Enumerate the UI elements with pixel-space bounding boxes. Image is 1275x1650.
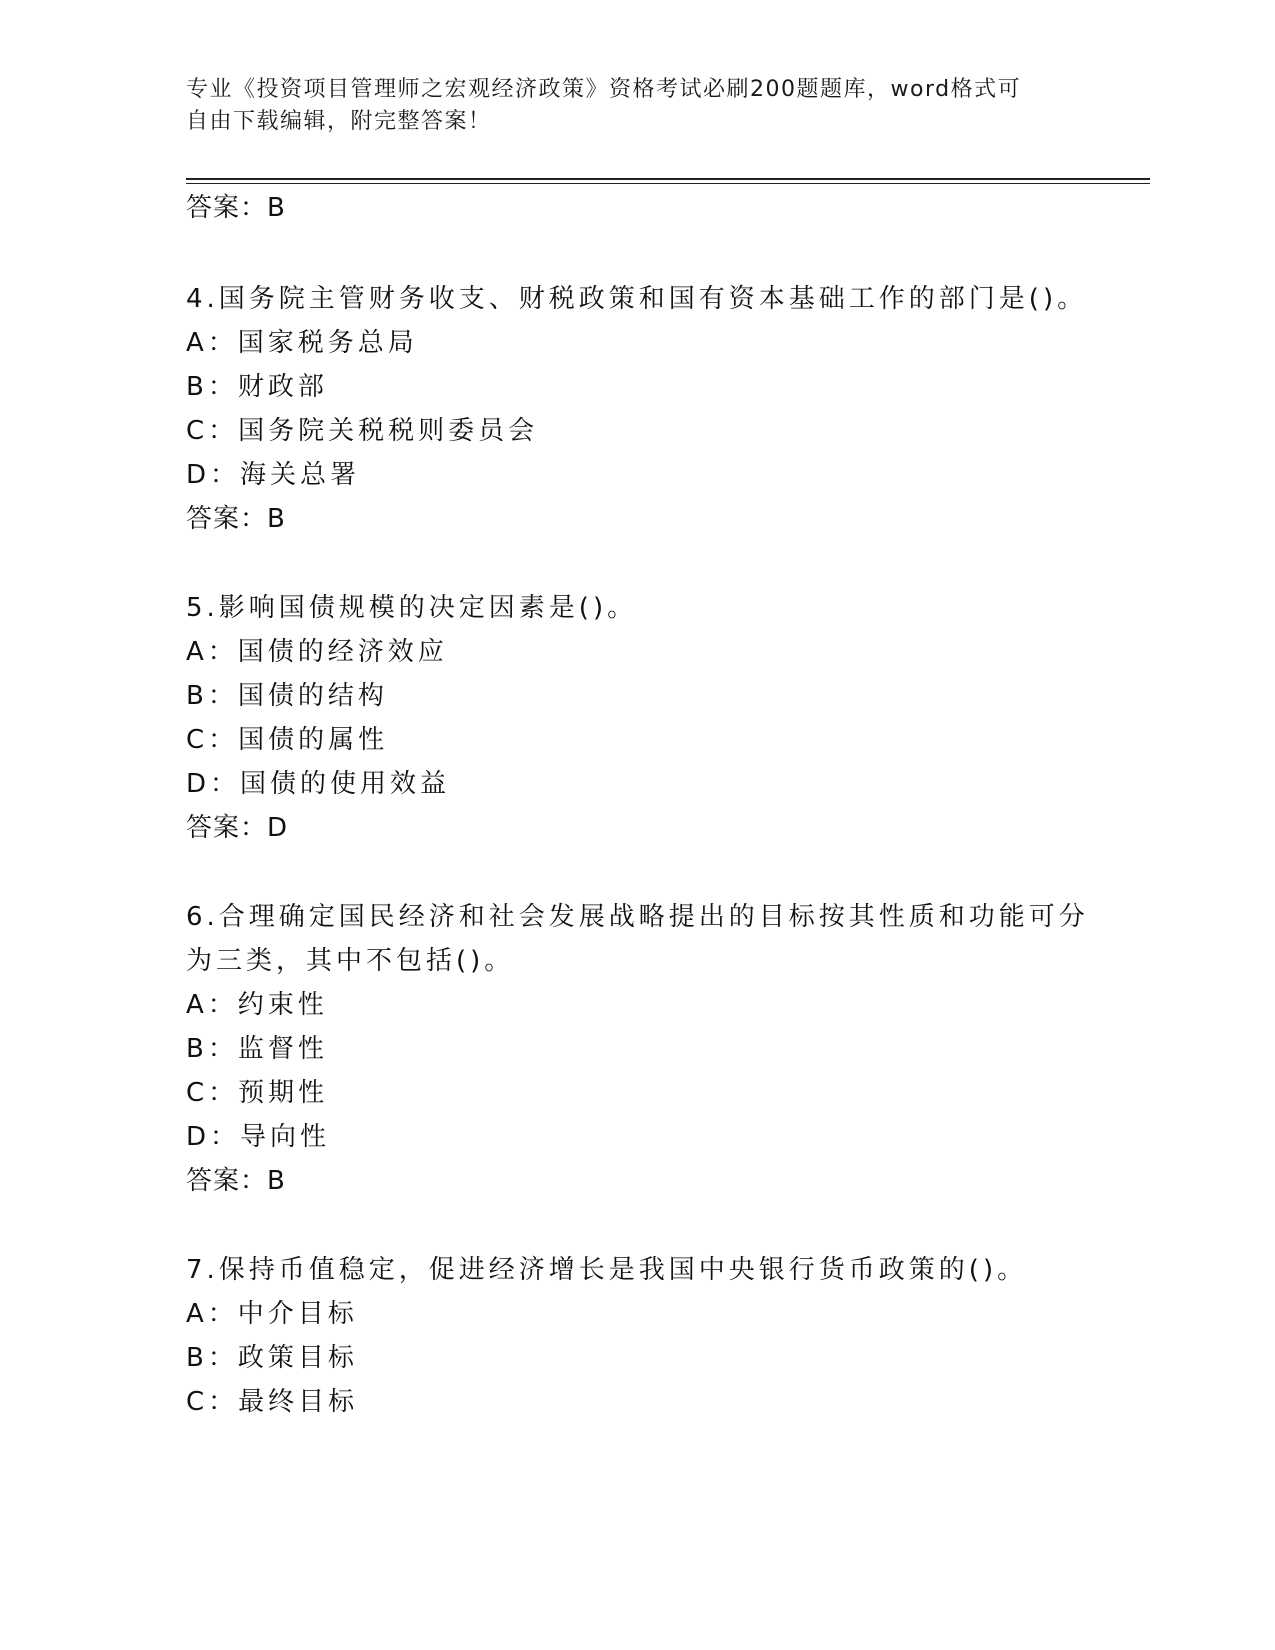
header-line-1: 专业《投资项目管理师之宏观经济政策》资格考试必刷200题题库，word格式可	[186, 77, 1022, 102]
question-5-stem: 5.影响国债规模的决定因素是()。	[186, 593, 638, 623]
question-7-stem: 7.保持币值稳定，促进经济增长是我国中央银行货币政策的()。	[186, 1255, 1028, 1285]
question-4-option-b: B：财政部	[186, 372, 328, 402]
question-6-option-d: D：导向性	[186, 1122, 331, 1152]
header-divider-thin	[186, 183, 1150, 184]
header-divider-thick	[186, 178, 1150, 180]
question-5-option-c: C：国债的属性	[186, 725, 389, 755]
question-6-stem-line-2: 为三类，其中不包括()。	[186, 946, 515, 976]
question-4-option-d: D：海关总署	[186, 460, 361, 490]
question-4-stem: 4.国务院主管财务收支、财税政策和国有资本基础工作的部门是()。	[186, 284, 1088, 314]
question-5-option-b: B：国债的结构	[186, 681, 388, 711]
question-5-answer: 答案：D	[186, 813, 289, 843]
question-6-option-a: A：约束性	[186, 990, 328, 1020]
question-4-option-c: C：国务院关税税则委员会	[186, 416, 539, 446]
question-4-answer: 答案：B	[186, 504, 286, 534]
question-5-option-d: D：国债的使用效益	[186, 769, 451, 799]
document-header	[186, 74, 1086, 138]
question-6-stem-line-1: 6.合理确定国民经济和社会发展战略提出的目标按其性质和功能可分	[186, 902, 1089, 932]
question-4-option-a: A：国家税务总局	[186, 328, 418, 358]
question-7-option-b: B：政策目标	[186, 1343, 358, 1373]
previous-answer: 答案：B	[186, 193, 286, 223]
question-6-option-b: B：监督性	[186, 1034, 328, 1064]
question-6-option-c: C：预期性	[186, 1078, 329, 1108]
question-6-answer: 答案：B	[186, 1166, 286, 1196]
question-7-option-a: A：中介目标	[186, 1299, 358, 1329]
question-5-option-a: A：国债的经济效应	[186, 637, 448, 667]
question-7-option-c: C：最终目标	[186, 1387, 359, 1417]
header-line-2: 自由下载编辑，附完整答案！	[186, 109, 492, 134]
